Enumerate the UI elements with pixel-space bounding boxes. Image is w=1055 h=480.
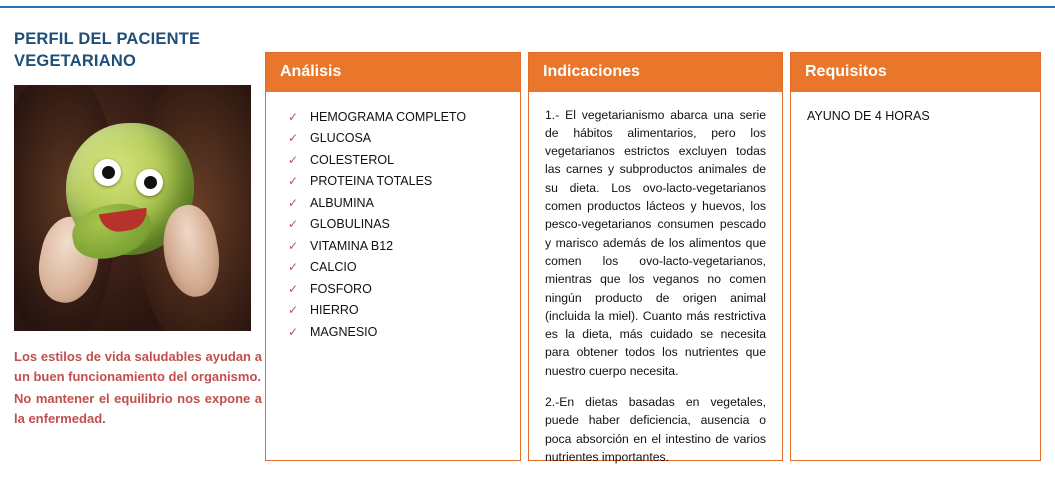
check-icon: ✓ <box>288 131 299 146</box>
analysis-item-label: GLOBULINAS <box>310 217 390 232</box>
check-icon: ✓ <box>288 195 299 210</box>
caption-line-2: No mantener el equilibrio nos expone a la enfermedad. <box>14 390 262 426</box>
patient-photo <box>14 85 251 331</box>
analysis-list-item <box>282 196 504 211</box>
photo-caption <box>14 347 262 430</box>
card-indicaciones-body <box>529 92 782 480</box>
check-icon: ✓ <box>288 152 299 167</box>
caption-line-1: Los estilos de vida saludables ayudan a un buen funcionamiento del organismo. <box>14 348 262 384</box>
analysis-item-label: PROTEINA TOTALES <box>310 174 433 189</box>
analysis-item-label: GLUCOSA <box>310 131 372 146</box>
card-requisitos-body <box>791 92 1040 140</box>
card-analisis-header: Análisis <box>266 53 520 92</box>
document-page <box>0 24 1055 471</box>
indicaciones-paragraph-1: 1.- El vegetarianismo abarca una serie de hábitos alimentarios, pero los vegetarianos estrictos excluyen todas las carnes y subproductos animales de su dieta. Los ovo-lacto-vegetarianos comen productos lácteos y huevos, los pesco-vegetarianos consumen pescado y marisco además de los alimentos que comen los ovo-lacto-vegetarianos, mientras que los veganos no comen ningún producto de origen animal (incluida la miel). Cuanto más restrictiva es la dieta, más cuidado se necesita para obtener todos los nutrientes que nuestro cuerpo necesita. <box>545 107 766 378</box>
analysis-list-item <box>282 282 504 297</box>
analysis-item-label: MAGNESIO <box>310 324 378 339</box>
check-icon: ✓ <box>288 217 299 232</box>
analysis-list-item <box>282 153 504 168</box>
card-indicaciones <box>528 52 783 464</box>
analysis-list-item <box>282 217 504 232</box>
card-indicaciones-header: Indicaciones <box>529 53 782 92</box>
requisitos-text: AYUNO DE 4 HORAS <box>807 108 930 123</box>
analysis-list <box>282 110 504 340</box>
analysis-list-item <box>282 174 504 189</box>
analysis-item-label: CALCIO <box>310 260 357 275</box>
analysis-item-label: FOSFORO <box>310 281 372 296</box>
check-icon: ✓ <box>288 260 299 275</box>
card-requisitos-header: Requisitos <box>791 53 1040 92</box>
analysis-list-item <box>282 110 504 125</box>
page-title <box>14 28 262 73</box>
analysis-item-label: HEMOGRAMA COMPLETO <box>310 109 467 124</box>
check-icon: ✓ <box>288 324 299 339</box>
check-icon: ✓ <box>288 281 299 296</box>
card-analisis-body <box>266 92 520 361</box>
check-icon: ✓ <box>288 174 299 189</box>
left-column <box>14 28 262 429</box>
analysis-list-item <box>282 239 504 254</box>
indicaciones-paragraph-2: 2.-En dietas basadas en vegetales, puede haber deficiencia, ausencia o poca absorción en el intestino de varios nutrientes importantes. <box>545 395 766 464</box>
page-title-line-2: VEGETARIANO <box>14 52 136 71</box>
cabbage-pupil-left <box>102 166 115 179</box>
analysis-list-item <box>282 325 504 340</box>
card-requisitos <box>790 52 1041 461</box>
top-divider <box>0 6 1055 8</box>
analysis-item-label: VITAMINA B12 <box>310 238 394 253</box>
analysis-list-item <box>282 131 504 146</box>
card-analisis <box>265 52 521 461</box>
analysis-item-label: ALBUMINA <box>310 195 374 210</box>
analysis-list-item <box>282 260 504 275</box>
cabbage-pupil-right <box>144 176 157 189</box>
check-icon: ✓ <box>288 238 299 253</box>
analysis-list-item <box>282 303 504 318</box>
check-icon: ✓ <box>288 303 299 318</box>
analysis-item-label: COLESTEROL <box>310 152 395 167</box>
check-icon: ✓ <box>288 109 299 124</box>
page-title-line-1: PERFIL DEL PACIENTE <box>14 30 201 48</box>
analysis-item-label: HIERRO <box>310 303 359 318</box>
